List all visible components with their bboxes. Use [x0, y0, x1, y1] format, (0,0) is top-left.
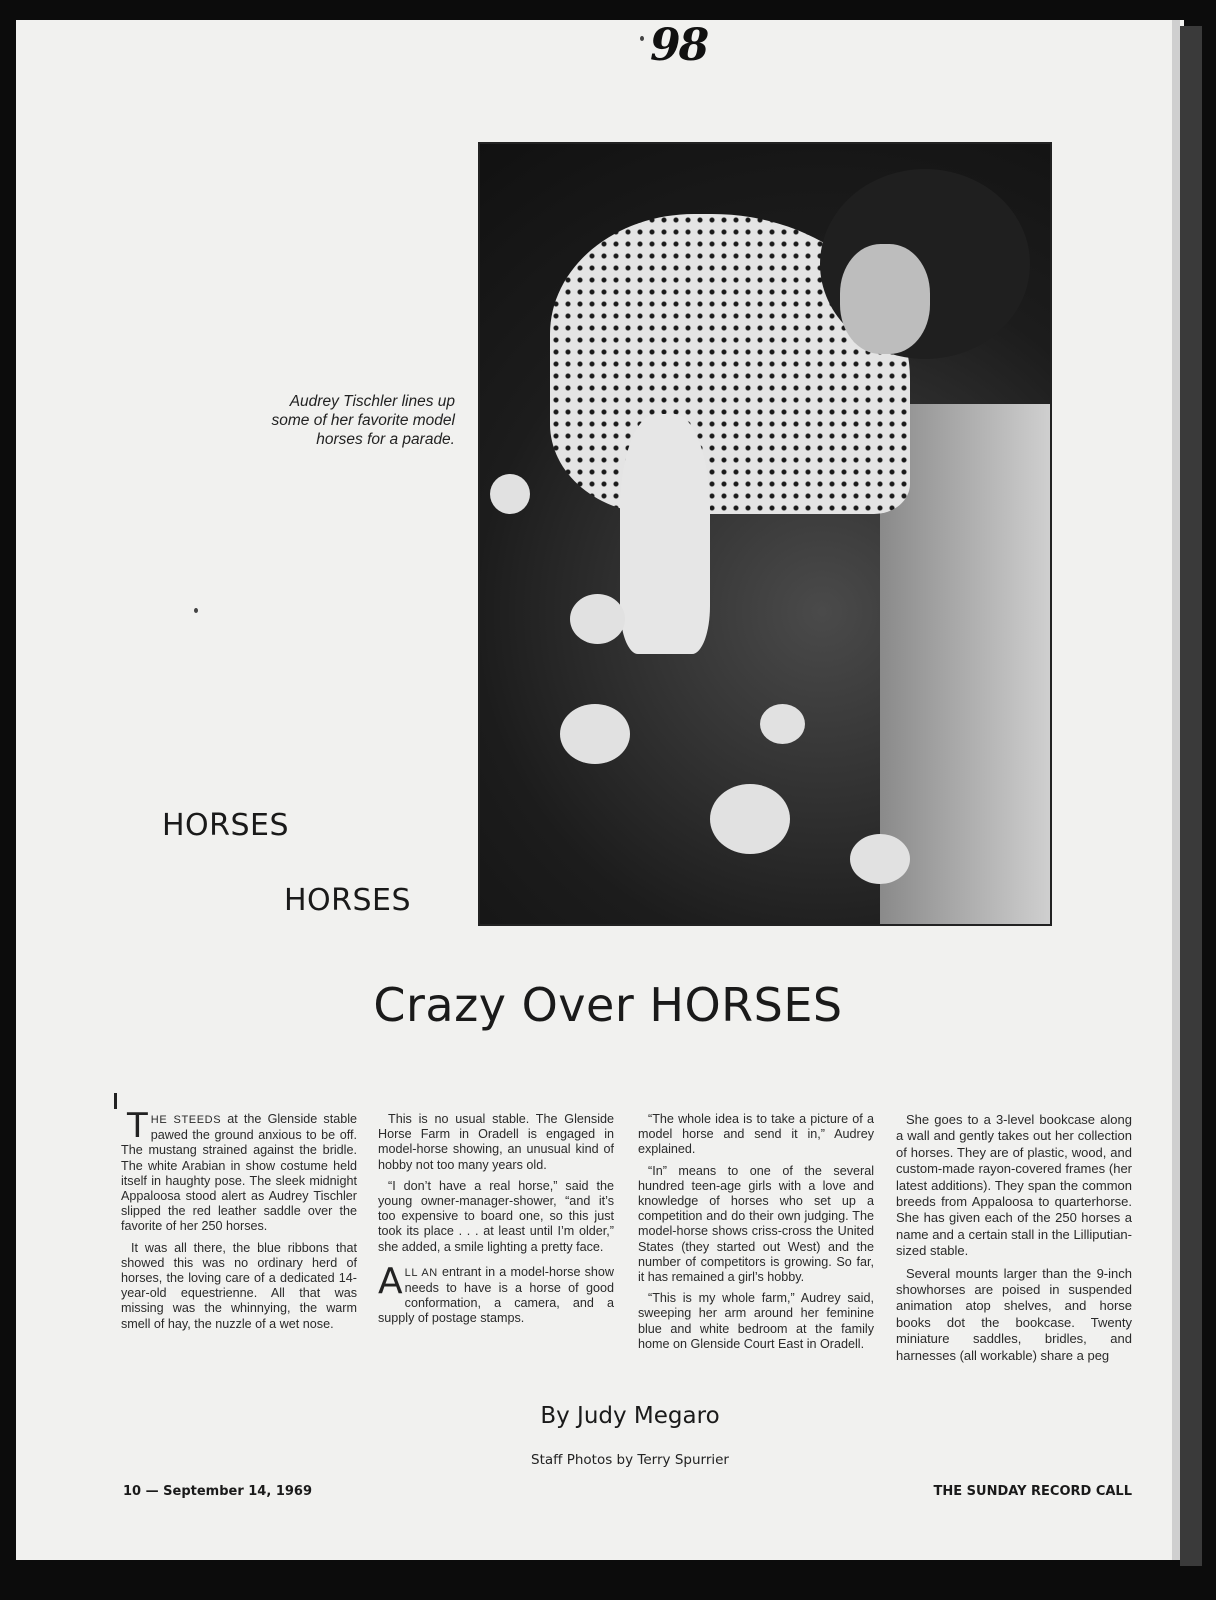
article-column-4 — [896, 1112, 1132, 1370]
paragraph — [121, 1106, 358, 1235]
paragraph: She goes to a 3-level bookcase along a wall and gently takes out her collection of horses. They are of plastic, wood, and custom-made rayon-covered frames (her latest additions). They span the common breeds from Appaloosa to quarterhorse. She has given each of the 250 horses a name and a certain stall in the Lilliputian-sized stable. — [896, 1112, 1132, 1259]
paragraph: Several mounts larger than the 9-inch showhorses are poised in suspended animation atop shelves, and horse books dot the bookcase. Twenty miniature saddles, bridles, and harnesses (all workable) share a peg — [896, 1265, 1132, 1363]
photo-highlight — [490, 474, 530, 514]
scan-speck — [640, 36, 644, 41]
photo-highlight — [560, 704, 630, 764]
column-mark — [114, 1093, 117, 1109]
lead-in: HE STEEDS — [150, 1114, 222, 1126]
photo-white-horse — [620, 414, 710, 654]
scan-speck — [194, 608, 198, 613]
article-column-3 — [638, 1112, 874, 1358]
photo-credit: Staff Photos by Terry Spurrier — [531, 1452, 729, 1468]
paragraph: “The whole idea is to take a picture of a model horse and send it in,” Audrey explained. — [638, 1112, 874, 1157]
drop-cap: A — [378, 1260, 403, 1302]
paragraph: “I don’t have a real horse,” said the young owner-manager-shower, “and it’s too expensive to board one, so this just took its place . . . at least until I’m older,” she added, a smile lighting a pretty face. — [378, 1178, 614, 1254]
handwritten-page-number: 98 — [650, 20, 708, 71]
kicker-line-2: HORSES — [284, 883, 412, 918]
photo-highlight — [760, 704, 805, 744]
paragraph — [378, 1260, 615, 1327]
lead-in: LL AN — [404, 1266, 438, 1279]
photo-caption: Audrey Tischler lines up some of her favorite model horses for a parade. — [271, 393, 455, 448]
footer-publication: THE SUNDAY RECORD CALL — [933, 1484, 1132, 1499]
paragraph: “In” means to one of the several hundred teen-age girls with a love and knowledge of horses who set up a competition and do their own judging. The model-horse shows criss-cross the United States (they started out West) and the number of competitors is growing. So far, it has remained a girl’s hobby. — [638, 1163, 874, 1285]
photo-highlight — [850, 834, 910, 884]
article-photo — [478, 142, 1052, 926]
paragraph: This is no usual stable. The Glenside Horse Farm in Oradell is engaged in model-horse showing, an unusual kind of hobby not too many years old. — [378, 1112, 614, 1172]
kicker-line-1: HORSES — [162, 808, 290, 843]
photo-highlight — [710, 784, 790, 854]
scan-border — [1180, 26, 1202, 1566]
page-edge — [1172, 20, 1180, 1560]
photo-highlight — [570, 594, 625, 644]
photo-face — [840, 244, 930, 354]
paragraph: “This is my whole farm,” Audrey said, sweeping her arm around her feminine blue and white bedroom at the family home on Glenside Court East in Oradell. — [638, 1291, 874, 1351]
byline: By Judy Megaro — [540, 1403, 720, 1429]
article-column-1 — [121, 1106, 358, 1338]
paragraph: It was all there, the blue ribbons that showed this was no ordinary herd of horses, the loving care of a dedicated 14-year-old equestrienne. All that was missing was the whinnying, the warm smell of hay, the nuzzle of a wet nose. — [121, 1240, 357, 1331]
paragraph-text: entrant in a model-horse show needs to have is a horse of good conformation, a camera, and a supply of postage stamps. — [378, 1264, 615, 1326]
article-column-2 — [378, 1112, 614, 1333]
footer-page-date: 10 — September 14, 1969 — [123, 1484, 313, 1499]
headline: Crazy Over HORSES — [373, 978, 843, 1032]
drop-cap: T — [127, 1106, 148, 1146]
paragraph-text: at the Glenside stable pawed the ground anxious to be off. The mustang strained against the bridle. The white Arabian in show costume held itself in haughty pose. The sleek midnight Appaloosa stood alert as Audrey Tischler slipped the red leather saddle over the favorite of her 250 horses. — [121, 1112, 358, 1234]
